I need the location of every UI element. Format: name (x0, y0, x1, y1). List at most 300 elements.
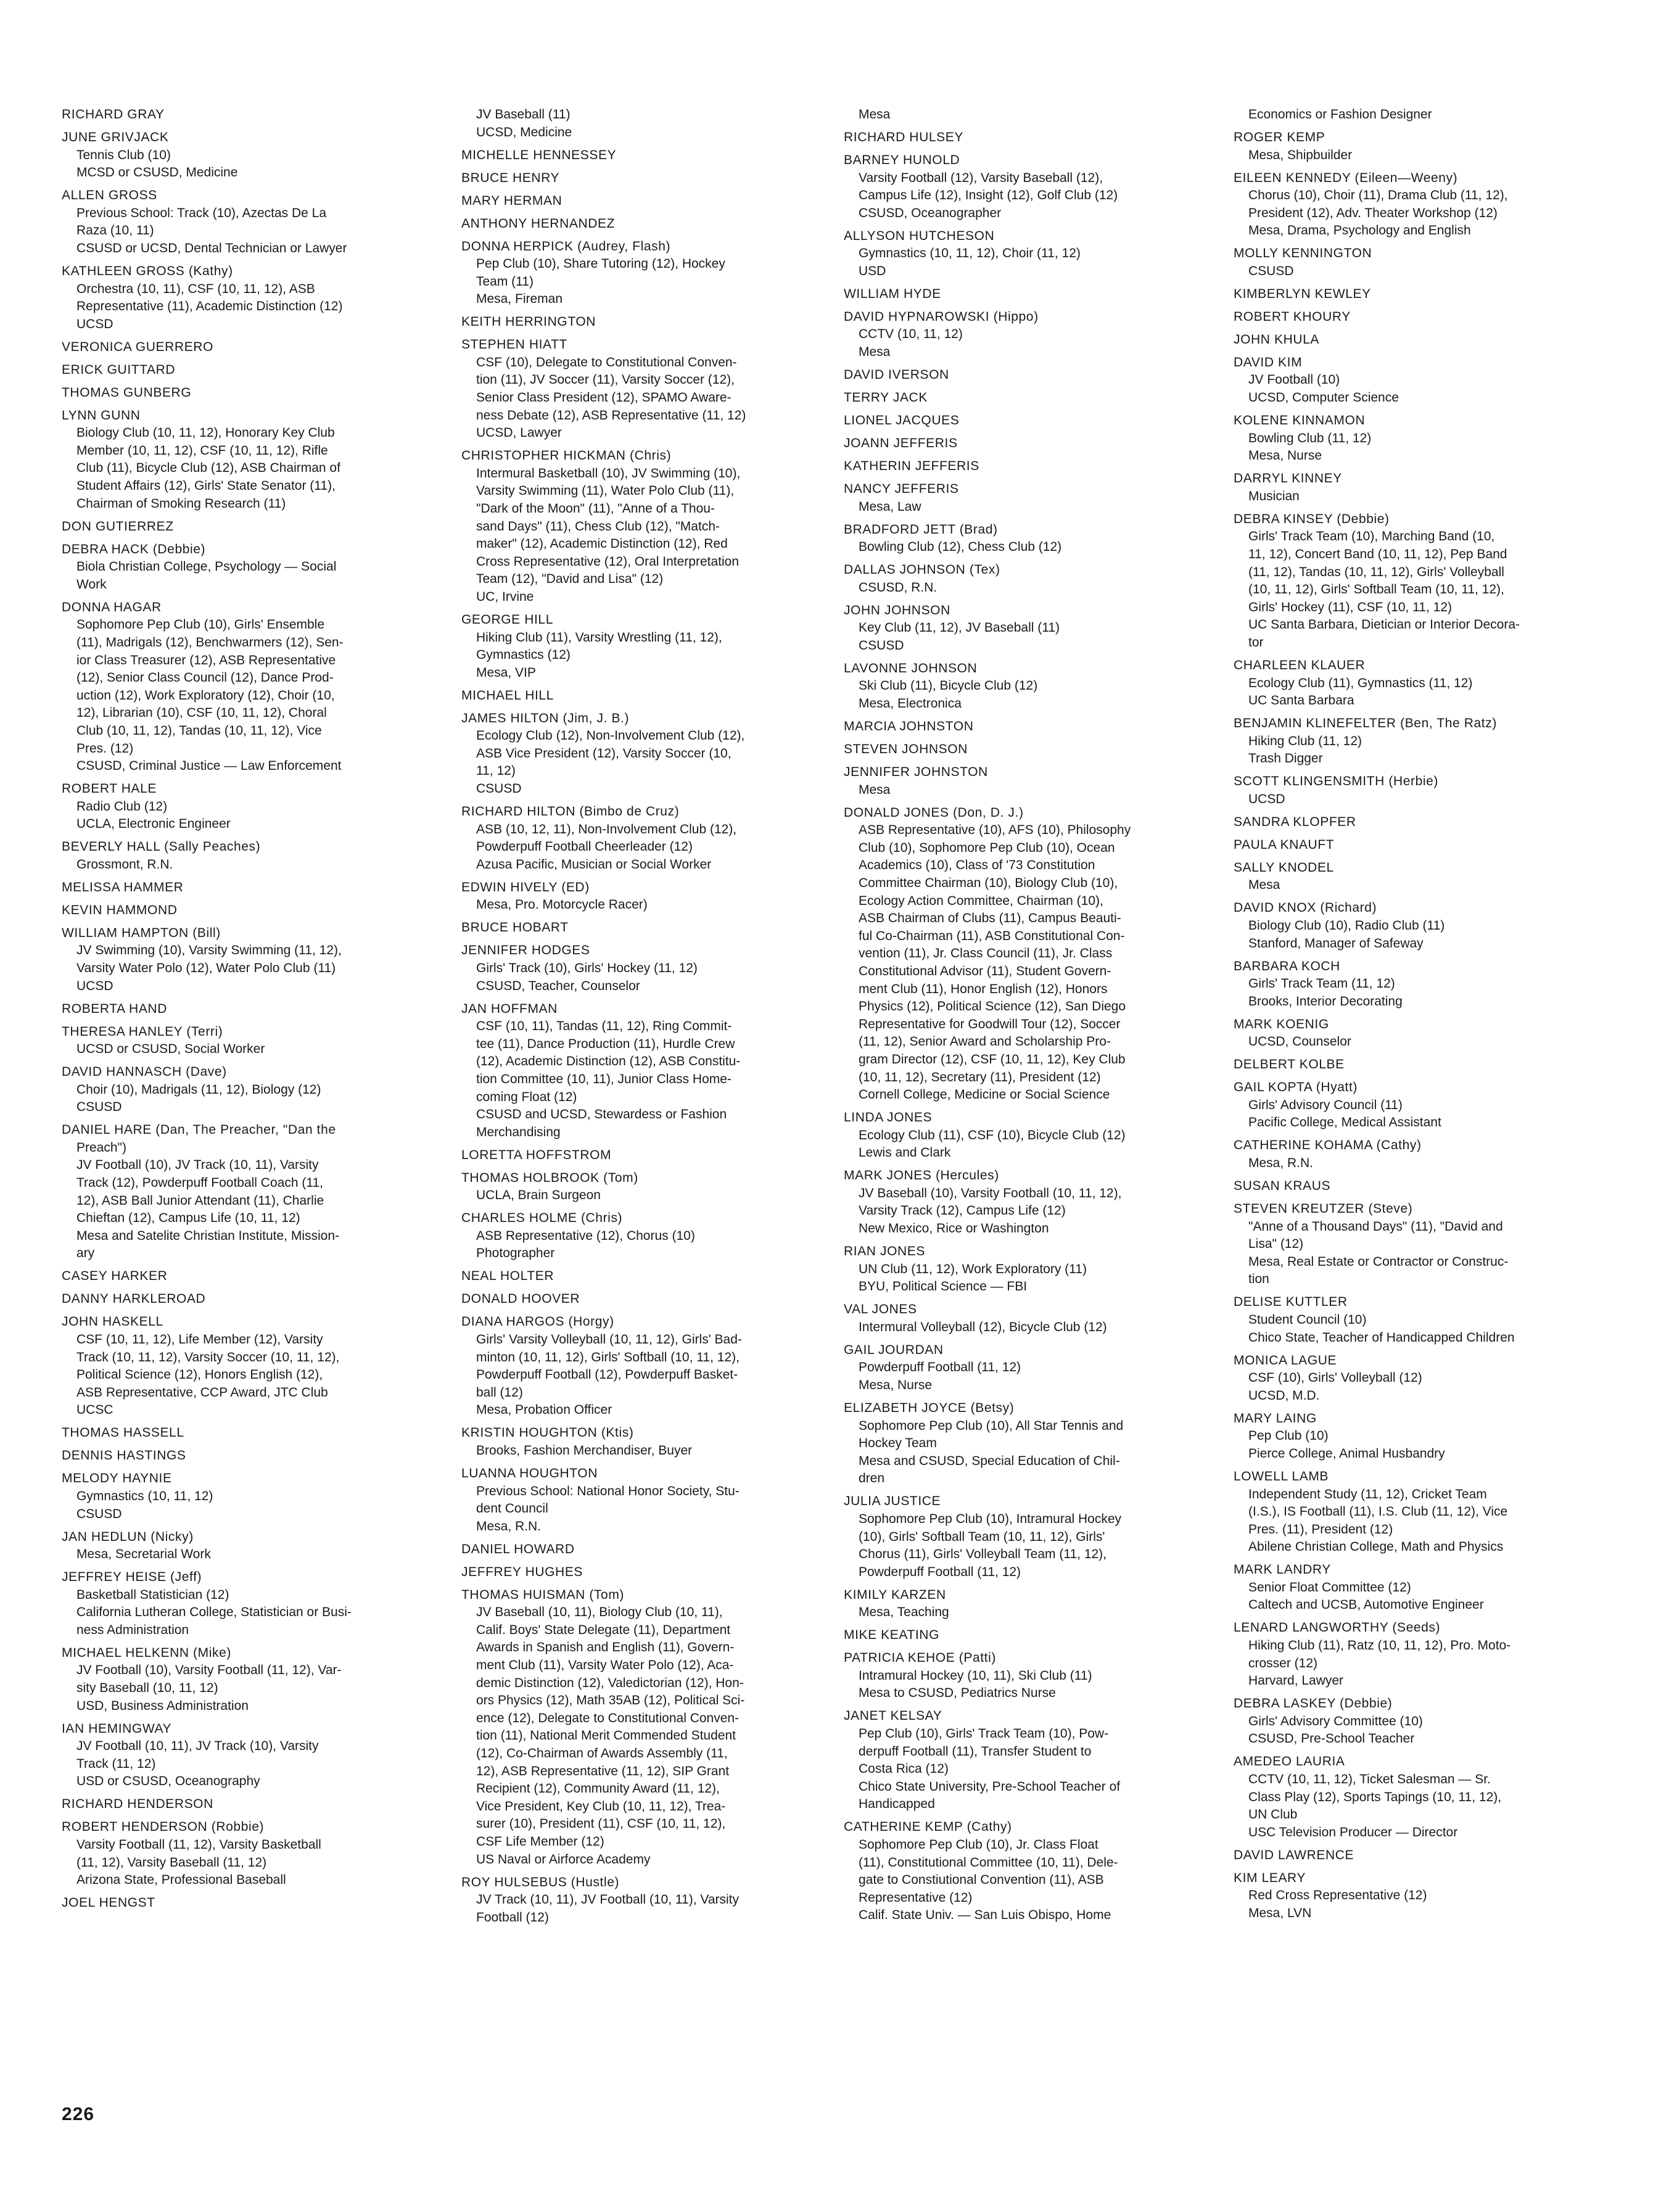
senior-entry (1234, 245, 1573, 280)
senior-detail-line: Mesa and Satelite Christian Institute, Mission- (76, 1228, 340, 1243)
senior-entry (62, 1063, 401, 1116)
senior-name: MARK LANDRY (1234, 1562, 1331, 1577)
senior-detail-line: JV Swimming (10), Varsity Swimming (11, 12), (76, 943, 342, 958)
senior-entry (62, 1645, 401, 1715)
senior-entry (62, 407, 401, 513)
senior-detail-line: Girls' Track Team (11, 12) (1248, 976, 1395, 991)
senior-entry (62, 1268, 401, 1286)
senior-entry (844, 412, 1183, 430)
senior-detail-line: Member (10, 11, 12), CSF (10, 11, 12), Rifle (76, 443, 328, 458)
senior-entry (62, 1424, 401, 1442)
senior-detail-line: maker" (12), Academic Distinction (12), Red (476, 537, 728, 551)
senior-entry (461, 238, 799, 308)
senior-detail-line: Chorus (10), Choir (11), Drama Club (11, 12), (1248, 188, 1508, 203)
senior-detail-line: tee (11), Dance Production (11), Hurdle Crew (476, 1036, 735, 1051)
senior-name: MARK JONES (Hercules) (844, 1168, 999, 1183)
senior-detail-line: Intermural Volleyball (12), Bicycle Club (12) (859, 1319, 1107, 1334)
senior-detail-line: Mesa, R.N. (1248, 1156, 1314, 1171)
senior-detail-line: sand Days" (11), Chess Club (12), "Match- (476, 519, 720, 534)
senior-entry (1234, 1847, 1573, 1865)
senior-detail-line: Mesa, Secretarial Work (76, 1547, 211, 1562)
senior-entry (1234, 1561, 1573, 1614)
senior-name: DELISE KUTTLER (1234, 1295, 1348, 1310)
senior-entry (1234, 899, 1573, 952)
senior-detail-line: ior Class Treasurer (12), ASB Representative (76, 653, 336, 667)
senior-detail-line: ment Club (11), Varsity Water Polo (12), Aca- (476, 1658, 734, 1673)
senior-detail-line: Preach") (76, 1140, 126, 1155)
senior-detail-line: Previous School: Track (10), Azectas De La (76, 205, 327, 220)
senior-detail-line: Powderpuff Football (11, 12) (859, 1360, 1021, 1375)
senior-entry (844, 152, 1183, 222)
senior-entry (844, 1818, 1183, 1925)
senior-detail-line: (12), Co-Chairman of Awards Assembly (11, (476, 1746, 728, 1761)
senior-name: ROGER KEMP (1234, 130, 1325, 144)
senior-name: JULIA JUSTICE (844, 1494, 941, 1509)
senior-name: JOHN HASKELL (62, 1314, 163, 1329)
senior-detail-line: ary (76, 1246, 95, 1261)
senior-name: DONALD HOOVER (461, 1292, 580, 1306)
senior-entry (62, 1313, 401, 1419)
senior-detail-line: New Mexico, Rice or Washington (859, 1221, 1049, 1236)
senior-detail-line: Mesa (1248, 878, 1280, 893)
senior-name: STEVEN KREUTZER (Steve) (1234, 1202, 1413, 1216)
senior-entry (1234, 106, 1573, 124)
senior-name: SCOTT KLINGENSMITH (Herbie) (1234, 774, 1439, 789)
senior-detail-line: President (12), Adv. Theater Workshop (12) (1248, 205, 1498, 220)
senior-name: GAIL JOURDAN (844, 1342, 944, 1357)
senior-name: BRUCE HENRY (461, 170, 560, 185)
senior-name: SALLY KNODEL (1234, 860, 1334, 875)
senior-detail-line: Mesa, Nurse (1248, 448, 1322, 463)
senior-name: PAULA KNAUFT (1234, 837, 1335, 852)
senior-detail-line: UCSD (1248, 791, 1285, 806)
senior-name: RIAN JONES (844, 1244, 926, 1259)
senior-detail-line: UC Santa Barbara (1248, 693, 1354, 708)
senior-detail-line: USD (859, 263, 886, 278)
senior-entry (844, 1707, 1183, 1814)
senior-entry (1234, 511, 1573, 652)
senior-detail-line: Photographer (476, 1246, 555, 1261)
senior-entry (844, 228, 1183, 281)
senior-name: JOEL HENGST (62, 1896, 155, 1910)
senior-detail-line: Stanford, Manager of Safeway (1248, 936, 1424, 951)
senior-name: KOLENE KINNAMON (1234, 413, 1366, 428)
senior-detail-line: ASB (10, 12, 11), Non-Involvement Club (12), (476, 822, 737, 836)
senior-detail-line: Ecology Club (11), Gymnastics (11, 12) (1248, 675, 1473, 690)
senior-detail-line: 11, 12), Concert Band (10, 11, 12), Pep Band (1248, 547, 1507, 561)
senior-entry (1234, 1753, 1573, 1841)
senior-name: JEFFREY HEISE (Jeff) (62, 1570, 202, 1585)
senior-entry (1234, 412, 1573, 465)
senior-entry (844, 481, 1183, 516)
senior-entry (461, 1874, 799, 1927)
senior-name: BENJAMIN KLINEFELTER (Ben, The Ratz) (1234, 716, 1497, 731)
senior-entry (1234, 1695, 1573, 1748)
senior-detail-line: ness Debate (12), ASB Representative (11, 12) (476, 408, 746, 423)
senior-detail-line: 12), ASB Representative (11, 12), SIP Grant (476, 1764, 730, 1778)
senior-detail-line: Committee Chairman (10), Biology Club (10), (859, 875, 1118, 890)
senior-detail-line: Varsity Track (12), Campus Life (12) (859, 1203, 1066, 1218)
senior-name: KEITH HERRINGTON (461, 315, 596, 329)
senior-entry (844, 1627, 1183, 1645)
senior-name: MARY LAING (1234, 1411, 1317, 1426)
senior-detail-line: CSUSD, R.N. (859, 580, 938, 595)
senior-entry (461, 1147, 799, 1165)
senior-detail-line: vention (11), Jr. Class Council (11), Jr. Class (859, 946, 1113, 961)
senior-detail-line: minton (10, 11, 12), Girls' Softball (10, 11, 12), (476, 1350, 740, 1364)
senior-entry (62, 1796, 401, 1814)
senior-detail-line: Costa Rica (12) (859, 1762, 949, 1777)
senior-detail-line: Mesa to CSUSD, Pediatrics Nurse (859, 1686, 1056, 1701)
senior-detail-line: UCSD, Counselor (1248, 1034, 1351, 1049)
senior-name: BEVERLY HALL (Sally Peaches) (62, 840, 261, 854)
senior-detail-line: (12), Senior Class Council (12), Dance Prod- (76, 671, 334, 685)
senior-detail-line: JV Football (10), Varsity Football (11, 12), Var- (76, 1663, 342, 1678)
senior-name: CASEY HARKER (62, 1269, 168, 1284)
senior-entry (461, 1170, 799, 1205)
senior-name: JEFFREY HUGHES (461, 1564, 583, 1579)
senior-detail-line: Football (12) (476, 1910, 549, 1925)
senior-entry (844, 106, 1183, 124)
senior-detail-line: Bowling Club (11, 12) (1248, 431, 1372, 445)
senior-entry (844, 1243, 1183, 1296)
senior-entry (62, 1001, 401, 1018)
senior-detail-line: Varsity Water Polo (12), Water Polo Club (11) (76, 960, 336, 975)
senior-name: MELODY HAYNIE (62, 1471, 172, 1486)
senior-detail-line: Track (11, 12) (76, 1756, 156, 1771)
senior-name: VERONICA GUERRERO (62, 339, 213, 354)
senior-entry (461, 879, 799, 914)
senior-detail-line: Mesa, Law (859, 499, 921, 514)
senior-detail-line: Mesa, Shipbuilder (1248, 147, 1353, 162)
senior-entry (844, 1649, 1183, 1702)
senior-name: AMEDEO LAURIA (1234, 1754, 1345, 1769)
senior-name: BRADFORD JETT (Brad) (844, 522, 998, 537)
senior-detail-line: Representative for Goodwill Tour (12), Soccer (859, 1017, 1121, 1031)
senior-detail-line: Track (12), Powderpuff Football Coach (11, (76, 1176, 323, 1191)
senior-detail-line: UCSD, Lawyer (476, 426, 562, 440)
senior-name: JAN HOFFMAN (461, 1001, 558, 1016)
senior-detail-line: Hiking Club (11), Ratz (10, 11, 12), Pro. Moto- (1248, 1638, 1511, 1653)
senior-name: EILEEN KENNEDY (Eileen—Weeny) (1234, 170, 1458, 185)
senior-detail-line: (10, 11, 12), Secretary (11), President (12) (859, 1070, 1101, 1084)
senior-detail-line: demic Distinction (12), Valedictorian (12), Hon- (476, 1675, 744, 1690)
senior-entry (1234, 1016, 1573, 1051)
senior-entry (844, 804, 1183, 1104)
senior-entry (62, 263, 401, 333)
senior-detail-line: Bowling Club (12), Chess Club (12) (859, 540, 1062, 555)
senior-name: DIANA HARGOS (Horgy) (461, 1314, 614, 1329)
senior-detail-line: Varsity Football (11, 12), Varsity Basketball (76, 1837, 321, 1852)
senior-detail-line: CSF (10, 11), Tandas (11, 12), Ring Commit- (476, 1019, 732, 1034)
senior-detail-line: Sophomore Pep Club (10), All Star Tennis and (859, 1418, 1124, 1433)
senior-detail-line: (12), Academic Distinction (12), ASB Constitu- (476, 1054, 741, 1069)
senior-name: RICHARD HULSEY (844, 130, 963, 144)
senior-entry (1234, 286, 1573, 303)
senior-detail-line: Abilene Christian College, Math and Physics (1248, 1540, 1504, 1554)
senior-detail-line: Lisa" (12) (1248, 1237, 1304, 1252)
senior-detail-line: ful Co-Chairman (11), ASB Constitutional Con- (859, 928, 1125, 943)
senior-detail-line: (10), Girls' Softball Team (10, 11, 12), Girls' (859, 1529, 1105, 1544)
senior-name: ROBERT HALE (62, 782, 157, 796)
senior-detail-line: coming Float (12) (476, 1089, 577, 1104)
senior-detail-line: sity Baseball (10, 11, 12) (76, 1681, 218, 1696)
senior-entry (1234, 1079, 1573, 1132)
senior-detail-line: Work (76, 577, 107, 592)
senior-detail-line: Varsity Swimming (11), Water Polo Club (11), (476, 484, 735, 498)
senior-entry (461, 106, 799, 141)
senior-detail-line: Club (10, 11, 12), Tandas (10, 11, 12), Vice (76, 723, 322, 738)
senior-entry (1234, 836, 1573, 854)
senior-name: ROY HULSEBUS (Hustle) (461, 1875, 620, 1889)
senior-name: KEVIN HAMMOND (62, 902, 178, 917)
senior-detail-line: USD or CSUSD, Oceanography (76, 1774, 260, 1789)
senior-entry (461, 710, 799, 798)
senior-detail-line: Chairman of Smoking Research (11) (76, 496, 286, 511)
senior-detail-line: ball (12) (476, 1385, 523, 1400)
senior-name: DON GUTIERREZ (62, 519, 174, 534)
senior-name: THERESA HANLEY (Terri) (62, 1024, 223, 1039)
senior-entry (1234, 1200, 1573, 1289)
senior-detail-line: Senior Class President (12), SPAMO Aware- (476, 390, 732, 405)
senior-name: DONNA HAGAR (62, 600, 162, 614)
senior-detail-line: (11), Madrigals (12), Benchwarmers (12), Sen- (76, 635, 344, 650)
senior-detail-line: Varsity Football (12), Varsity Baseball (12), (859, 170, 1103, 185)
senior-detail-line: Key Club (11, 12), JV Baseball (11) (859, 621, 1060, 635)
senior-entry (1234, 1294, 1573, 1347)
senior-name: KATHERIN JEFFERIS (844, 459, 979, 473)
senior-detail-line: Red Cross Representative (12) (1248, 1888, 1427, 1903)
senior-detail-line: UCLA, Electronic Engineer (76, 817, 231, 832)
senior-name: STEPHEN HIATT (461, 337, 567, 352)
senior-detail-line: Sophomore Pep Club (10), Jr. Class Float (859, 1837, 1098, 1852)
senior-detail-line: ASB Vice President (12), Varsity Soccer (10, (476, 746, 732, 761)
senior-entry (62, 1121, 401, 1263)
senior-entry (62, 339, 401, 357)
senior-entry (844, 1167, 1183, 1237)
senior-detail-line: Choir (10), Madrigals (11, 12), Biology (12) (76, 1082, 321, 1097)
senior-detail-line: CSUSD, Oceanographer (859, 205, 1002, 220)
senior-detail-line: Azusa Pacific, Musician or Social Worker (476, 857, 712, 872)
senior-detail-line: Political Science (12), Honors English (12), (76, 1368, 323, 1382)
senior-detail-line: Pres. (12) (76, 741, 134, 756)
senior-name: LOWELL LAMB (1234, 1469, 1329, 1484)
senior-detail-line: CSUSD (76, 1506, 122, 1521)
senior-entry (62, 1470, 401, 1523)
senior-detail-line: Student Affairs (12), Girls' State Senator (11), (76, 479, 336, 493)
senior-name: MICHAEL HELKENN (Mike) (62, 1645, 231, 1660)
senior-entry (62, 361, 401, 379)
senior-entry (461, 1268, 799, 1286)
senior-name: MICHELLE HENNESSEY (461, 147, 617, 162)
senior-name: THOMAS HOLBROOK (Tom) (461, 1170, 638, 1185)
senior-entry (1234, 1619, 1573, 1690)
senior-detail-line: Economics or Fashion Designer (1248, 107, 1432, 122)
senior-name: KIMILY KARZEN (844, 1587, 946, 1602)
senior-detail-line: dent Council (476, 1501, 548, 1516)
senior-detail-line: California Lutheran College, Statistician or Busi- (76, 1605, 352, 1620)
senior-detail-line: Powderpuff Football Cheerleader (12) (476, 840, 693, 854)
senior-name: DAVID KIM (1234, 355, 1303, 369)
senior-entry (1234, 1870, 1573, 1923)
senior-name: RICHARD HENDERSON (62, 1797, 213, 1812)
senior-name: DEBRA KINSEY (Debbie) (1234, 511, 1390, 526)
senior-name: KATHLEEN GROSS (Kathy) (62, 263, 233, 278)
senior-name: IAN HEMINGWAY (62, 1721, 172, 1736)
senior-detail-line: Mesa, Probation Officer (476, 1403, 612, 1418)
senior-name: MELISSA HAMMER (62, 880, 184, 894)
senior-name: BRUCE HOBART (461, 920, 569, 935)
senior-detail-line: CSUSD, Criminal Justice — Law Enforcement (76, 759, 342, 774)
senior-entry (1234, 773, 1573, 808)
senior-entry (1234, 958, 1573, 1011)
senior-entry (1234, 657, 1573, 710)
senior-detail-line: "Dark of the Moon" (11), "Anne of a Thou- (476, 501, 715, 516)
senior-detail-line: Brooks, Interior Decorating (1248, 994, 1403, 1009)
senior-name: BARNEY HUNOLD (844, 152, 960, 167)
senior-name: CHARLEEN KLAUER (1234, 658, 1366, 672)
senior-detail-line: Club (10), Sophomore Pep Club (10), Ocean (859, 840, 1115, 855)
senior-name: JENNIFER HODGES (461, 943, 590, 958)
senior-detail-line: UCSC (76, 1403, 113, 1418)
senior-detail-line: (11, 12), Varsity Baseball (11, 12) (76, 1855, 267, 1870)
senior-detail-line: USD, Business Administration (76, 1698, 249, 1713)
senior-entry (62, 1569, 401, 1639)
senior-entry (844, 602, 1183, 655)
senior-name: WILLIAM HAMPTON (Bill) (62, 925, 221, 940)
senior-detail-line: Chorus (11), Girls' Volleyball Team (11, 12), (859, 1547, 1107, 1562)
senior-detail-line: Senior Float Committee (12) (1248, 1580, 1411, 1595)
senior-detail-line: tion (11), JV Soccer (11), Varsity Soccer (12), (476, 373, 735, 387)
senior-detail-line: Harvard, Lawyer (1248, 1673, 1344, 1688)
senior-detail-line: Pep Club (10), Girls' Track Team (10), Pow- (859, 1727, 1109, 1741)
senior-entry (844, 458, 1183, 476)
senior-name: DEBRA LASKEY (Debbie) (1234, 1696, 1393, 1711)
senior-entry (1234, 1178, 1573, 1195)
senior-detail-line: Powderpuff Football (12), Powderpuff Basket- (476, 1368, 738, 1382)
senior-detail-line: Gymnastics (10, 11, 12), Choir (11, 12) (859, 246, 1081, 261)
senior-name: DANNY HARKLEROAD (62, 1292, 206, 1306)
senior-name: DAVID HANNASCH (Dave) (62, 1065, 227, 1079)
senior-name: VAL JONES (844, 1302, 917, 1317)
senior-detail-line: Gymnastics (10, 11, 12) (76, 1488, 213, 1503)
senior-name: LUANNA HOUGHTON (461, 1466, 598, 1480)
senior-name: NANCY JEFFERIS (844, 481, 959, 496)
senior-name: LIONEL JACQUES (844, 413, 960, 428)
senior-name: SANDRA KLOPFER (1234, 814, 1356, 829)
senior-entry (62, 1720, 401, 1791)
senior-entry (1234, 308, 1573, 326)
senior-entry (844, 1400, 1183, 1488)
senior-detail-line: Ecology Club (12), Non-Involvement Club (12), (476, 728, 745, 743)
senior-detail-line: JV Baseball (10, 11), Biology Club (10, 11), (476, 1605, 723, 1620)
senior-name: DENNIS HASTINGS (62, 1448, 186, 1463)
senior-detail-line: ors Physics (12), Math 35AB (12), Political Sci- (476, 1693, 745, 1708)
senior-detail-line: 12), ASB Ball Junior Attendant (11), Charlie (76, 1193, 324, 1208)
senior-detail-line: Mesa, LVN (1248, 1905, 1312, 1920)
senior-entry (1234, 1352, 1573, 1405)
senior-entry (62, 1447, 401, 1465)
senior-detail-line: Cross Representative (12), Oral Interpretation (476, 554, 740, 569)
senior-detail-line: (11, 12), Senior Award and Scholarship Pro- (859, 1034, 1111, 1049)
senior-detail-line: Chieftan (12), Campus Life (10, 11, 12) (76, 1211, 300, 1226)
senior-entry (461, 919, 799, 937)
senior-name: CATHERINE KEMP (Cathy) (844, 1820, 1012, 1834)
senior-name: DAVID KNOX (Richard) (1234, 901, 1377, 915)
senior-detail-line: JV Baseball (10), Varsity Football (10, 11, 12), (859, 1186, 1122, 1200)
senior-detail-line: 11, 12) (476, 764, 516, 778)
senior-detail-line: Representative (11), Academic Distinction (12) (76, 299, 343, 314)
senior-detail-line: (10, 11, 12), Girls' Softball Team (10, 11, 12), (1248, 582, 1504, 597)
senior-entry (62, 541, 401, 594)
senior-detail-line: Hiking Club (11), Varsity Wrestling (11, 12), (476, 630, 722, 645)
senior-name: JOANN JEFFERIS (844, 436, 958, 451)
senior-detail-line: Mesa (859, 345, 891, 360)
senior-detail-line: CSUSD (859, 638, 904, 653)
senior-name: KIMBERLYN KEWLEY (1234, 286, 1371, 301)
senior-detail-line: Intramural Hockey (10, 11), Ski Club (11) (859, 1668, 1092, 1683)
senior-entry (461, 147, 799, 165)
senior-name: JAMES HILTON (Jim, J. B.) (461, 711, 630, 725)
senior-detail-line: US Naval or Airforce Academy (476, 1852, 651, 1867)
senior-name: PATRICIA KEHOE (Patti) (844, 1651, 996, 1665)
senior-detail-line: Caltech and UCSB, Automotive Engineer (1248, 1598, 1484, 1612)
senior-detail-line: Team (12), "David and Lisa" (12) (476, 572, 664, 587)
senior-entry (844, 561, 1183, 596)
senior-name: DANIEL HOWARD (461, 1541, 575, 1556)
senior-detail-line: Mesa, Real Estate or Contractor or Construc- (1248, 1254, 1509, 1269)
senior-name: MICHAEL HILL (461, 688, 554, 703)
senior-name: THOMAS HASSELL (62, 1426, 184, 1440)
senior-name: ANTHONY HERNANDEZ (461, 216, 616, 231)
senior-entry (461, 1210, 799, 1263)
senior-detail-line: Cornell College, Medicine or Social Science (859, 1087, 1110, 1102)
senior-entry (1234, 170, 1573, 240)
senior-detail-line: Mesa, R.N. (476, 1519, 542, 1533)
senior-detail-line: ence (12), Delegate to Constitutional Conven- (476, 1711, 740, 1725)
senior-detail-line: JV Track (10, 11), JV Football (10, 11), Varsity (476, 1892, 739, 1907)
senior-entry (844, 718, 1183, 736)
senior-detail-line: CSUSD or UCSD, Dental Technician or Lawyer (76, 241, 347, 255)
senior-name: MARY HERMAN (461, 193, 563, 208)
senior-name: MARK KOENIG (1234, 1017, 1329, 1031)
senior-entry (1234, 1137, 1573, 1172)
senior-detail-line: gram Director (12), CSF (10, 11, 12), Key Club (859, 1052, 1126, 1067)
senior-entry (62, 1818, 401, 1889)
senior-detail-line: Orchestra (10, 11), CSF (10, 11, 12), ASB (76, 281, 315, 296)
senior-detail-line: UN Club (11, 12), Work Exploratory (11) (859, 1261, 1087, 1276)
senior-name: RICHARD GRAY (62, 107, 165, 122)
senior-detail-line: Biology Club (10), Radio Club (11) (1248, 918, 1445, 933)
senior-detail-line: Recipient (12), Community Award (11, 12), (476, 1781, 720, 1796)
senior-detail-line: Calif. State Univ. — San Luis Obispo, Home (859, 1908, 1111, 1923)
senior-detail-line: CSUSD (76, 1100, 122, 1115)
senior-entry (844, 1493, 1183, 1581)
senior-entry (62, 1023, 401, 1059)
senior-detail-line: Team (11) (476, 274, 534, 289)
senior-entry (62, 1290, 401, 1308)
senior-detail-line: "Anne of a Thousand Days" (11), "David and (1248, 1219, 1503, 1234)
senior-detail-line: ASB Representative (12), Chorus (10) (476, 1228, 695, 1243)
senior-entry (461, 447, 799, 606)
senior-name: THOMAS HUISMAN (Tom) (461, 1587, 624, 1602)
senior-detail-line: Academics (10), Class of '73 Constitution (859, 858, 1095, 873)
senior-detail-line: Mesa, Teaching (859, 1605, 949, 1620)
senior-entry (461, 192, 799, 210)
senior-detail-line: derpuff Football (11), Transfer Student to (859, 1744, 1092, 1759)
senior-detail-line: (11, 12), Tandas (10, 11, 12), Girls' Volleyball (1248, 564, 1504, 579)
page-number: 226 (62, 2104, 95, 2124)
